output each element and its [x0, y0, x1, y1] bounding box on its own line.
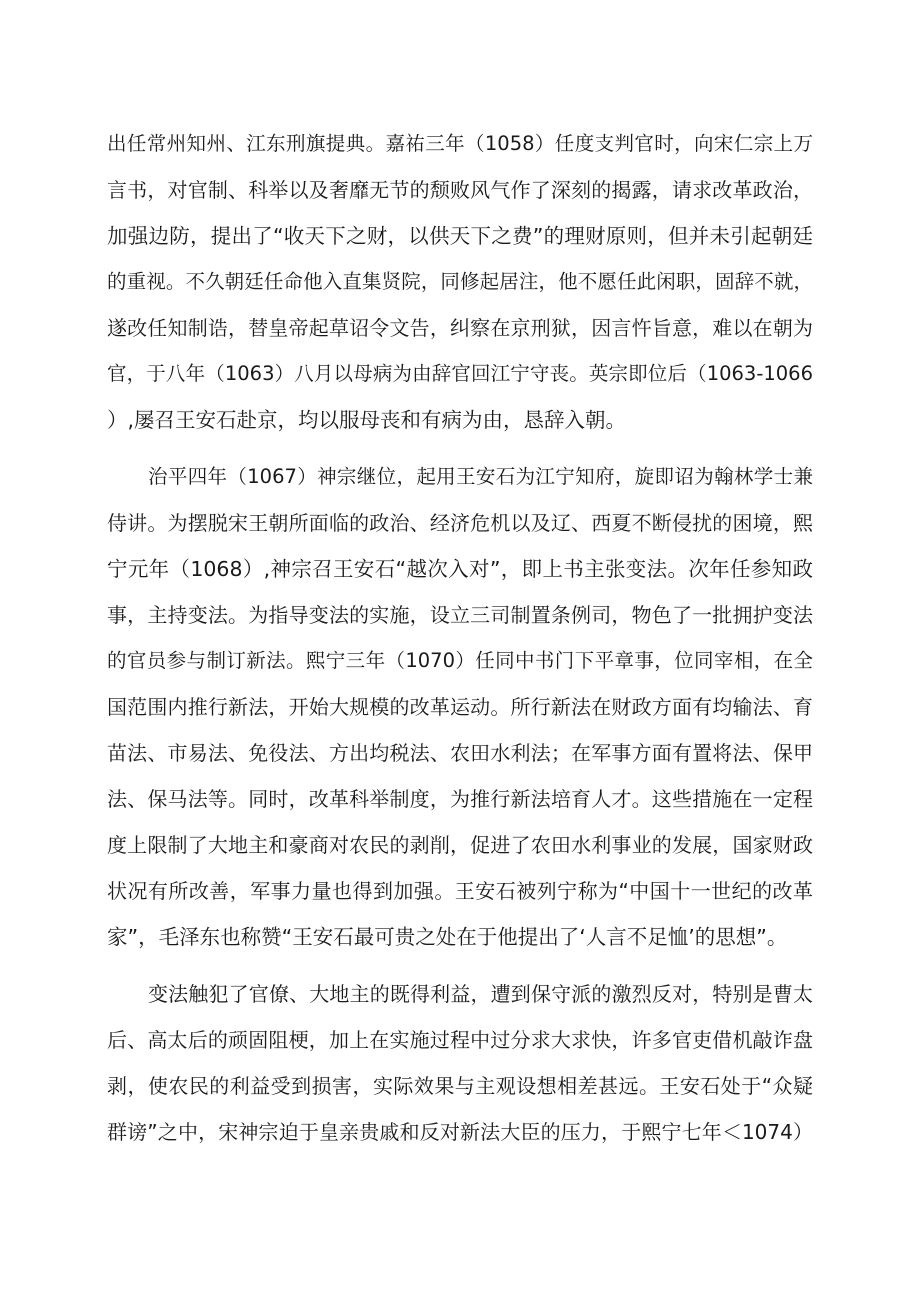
- text-line: 的重视。不久朝廷任命他入直集贤院，同修起居注，他不愿任此闲职，固辞不就，: [107, 270, 813, 293]
- text-line: 出任常州知州、江东刑旗提典。嘉祐三年（1058）任度支判官时，向宋仁宗上万: [107, 132, 813, 155]
- text-line: 官，于八年（1063）八月以母病为由辞官回江宁守丧。英宗即位后（1063-1066: [107, 362, 813, 385]
- text-line: 遂改任知制诰，替皇帝起草诏令文告，纠察在京刑狱，因言忤旨意，难以在朝为: [107, 316, 813, 340]
- text-line: 苗法、市易法、免役法、方出均税法、农田水利法；在军事方面有置将法、保甲: [107, 741, 813, 765]
- text-line: 家”，毛泽东也称赞“王安石最可贵之处在于他提出了‘人言不足恤’的思想”。: [107, 925, 788, 949]
- text-line: 国范围内推行新法，开始大规模的改革运动。所行新法在财政方面有均输法、育: [107, 695, 813, 719]
- text-line: 宁元年（1068）,神宗召王安石“越次入对”，即上书主张变法。次年任参知政: [107, 557, 813, 581]
- text-line: 言书，对官制、科举以及奢靡无节的颓败风气作了深刻的揭露，请求改革政治，: [107, 178, 813, 202]
- text-line: 后、高太后的顽固阻梗，加上在实施过程中过分求大求快，许多官吏借机敲诈盘: [107, 1028, 813, 1052]
- text-line: 度上限制了大地主和豪商对农民的剥削，促进了农田水利事业的发展，国家财政: [107, 833, 813, 857]
- text-line: 群谤”之中，宋神宗迫于皇亲贵戚和反对新法大臣的压力，于熙宁七年＜1074）: [107, 1120, 813, 1144]
- text-line: 状况有所改善，军事力量也得到加强。王安石被列宁称为“中国十一世纪的改革: [107, 879, 813, 903]
- text-line: 变法触犯了官僚、大地主的既得利益，遭到保守派的激烈反对，特别是曹太: [148, 982, 813, 1006]
- text-line: 法、保马法等。同时，改革科举制度，为推行新法培育人才。这些措施在一定程: [107, 787, 813, 811]
- text-line: 事，主持变法。为指导变法的实施，设立三司制置条例司，物色了一批拥护变法: [107, 603, 813, 627]
- text-line: 的官员参与制订新法。熙宁三年（1070）任同中书门下平章事，位同宰相，在全: [107, 649, 813, 672]
- text-line: 治平四年（1067）神宗继位，起用王安石为江宁知府，旋即诏为翰林学士兼: [148, 465, 813, 488]
- text-line: ）,屡召王安石赴京，均以服母丧和有病为由，恳辞入朝。: [107, 408, 627, 432]
- text-line: 加强边防，提出了“收天下之财，以供天下之费”的理财原则，但并未引起朝廷: [107, 224, 813, 248]
- text-line: 侍讲。为摆脱宋王朝所面临的政治、经济危机以及辽、西夏不断侵扰的困境，熙: [107, 511, 813, 535]
- text-line: 剥，使农民的利益受到损害，实际效果与主观设想相差甚远。王安石处于“众疑: [107, 1074, 813, 1098]
